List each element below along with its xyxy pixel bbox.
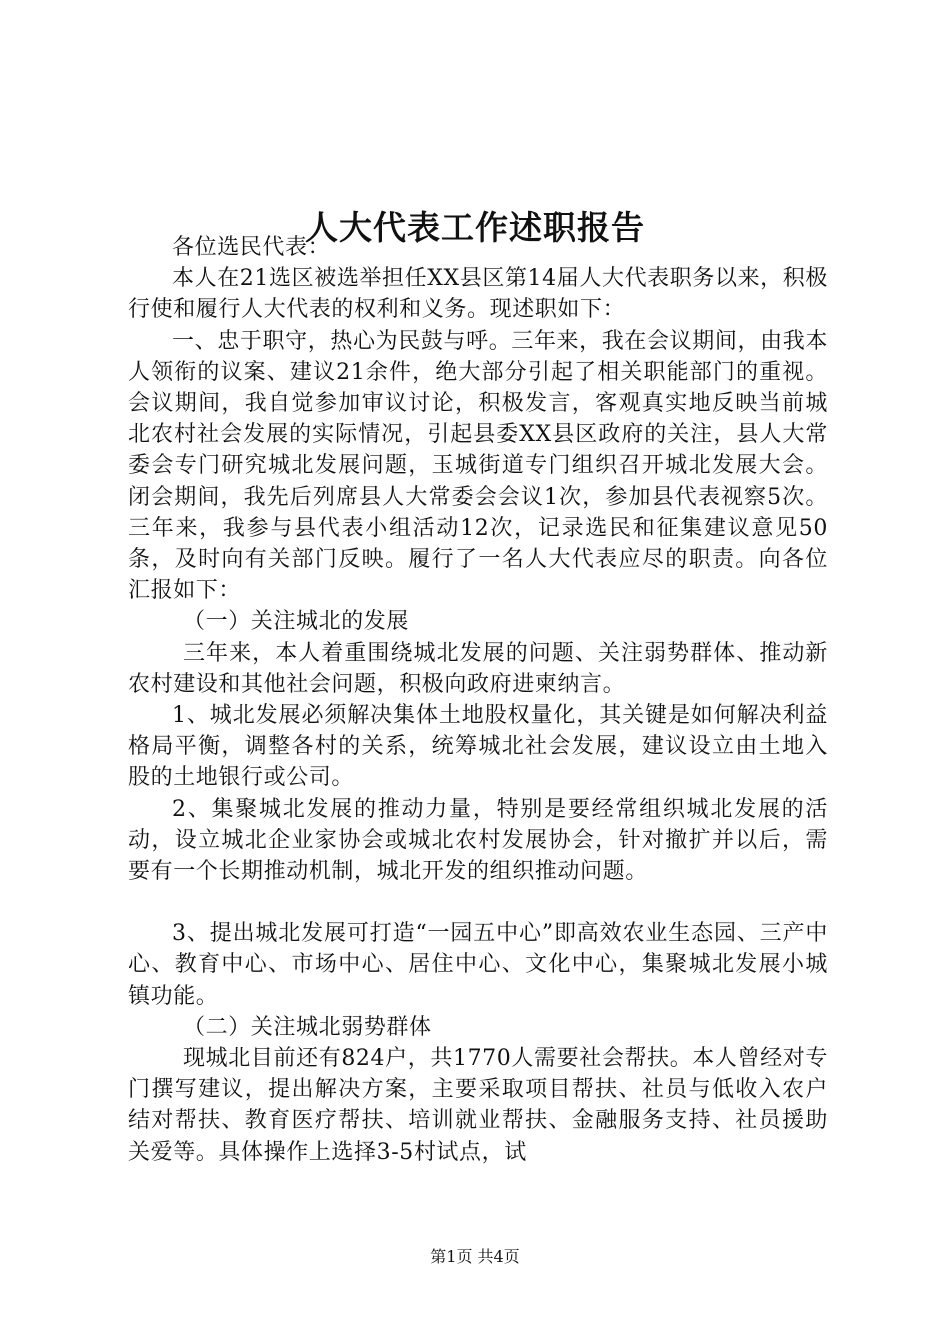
point-3: 3、提出城北发展可打造“一园五中心”即高效农业生态园、三产中心、教育中心、市场中心、居住中心、文化中心，集聚城北发展小城镇功能。 [128,921,828,1009]
salutation: 各位选民代表： [172,235,331,260]
subsection-1-intro: 三年来，本人着重围绕城北发展的问题、关注弱势群体、推动新农村建设和其他社会问题，积极向政府进柬纳言。 [128,640,828,697]
subsection-heading-1: （一）关注城北的发展 [183,609,410,635]
point-2: 2、集聚城北发展的推动力量，特别是要经常组织城北发展的活动，设立城北企业家协会或城北农村发展协会，针对撤扩并以后，需要有一个长期推动机制，城北开发的组织推动问题。 [128,796,828,885]
point-1: 1、城北发展必须解决集体土地股权量化，其关键是如何解决利益格局平衡，调整各村的关系，统筹城北社会发展，建议设立由土地入股的土地银行或公司。 [128,703,828,791]
subsection-heading-2: （二）关注城北弱势群体 [183,1014,432,1040]
subsection-2-paragraph: 现城北目前还有824户，共1770人需要社会帮扶。本人曾经对专门撰写建议，提出解决方案，主要采取项目帮扶、社员与低收入农户结对帮扶、教育医疗帮扶、培训就业帮扶、金融服务支持、社员援助关爱等。具体操作上选择3-5村试点，试 [128,1046,828,1165]
document-body [128,232,828,1168]
document-title: 人大代表工作述职报告 [305,208,645,248]
intro-paragraph: 本人在21选区被选举担任XX县区第14届人大代表职务以来，积极行使和履行人大代表的权利和义务。现述职如下： [128,266,828,323]
page-footer: 第1页 共4页 [430,1247,520,1266]
section-one-paragraph: 一、忠于职守，热心为民鼓与呼。三年来，我在会议期间，由我本人领衔的议案、建议21余件，绝大部分引起了相关职能部门的重视。会议期间，我自觉参加审议讨论，积极发言，客观真实地反映当前城北农村社会发展的实际情况，引起县委XX县区政府的关注，县人大常委会专门研究城北发展问题，玉城街道专门组织召开城北发展大会。闭会期间，我先后列席县人大常委会会议1次，参加县代表视察5次。三年来，我参与县代表小组活动12次，记录选民和征集建议意见50条，及时向有关部门反映。履行了一名人大代表应尽的职责。向各位汇报如下： [128,328,828,604]
